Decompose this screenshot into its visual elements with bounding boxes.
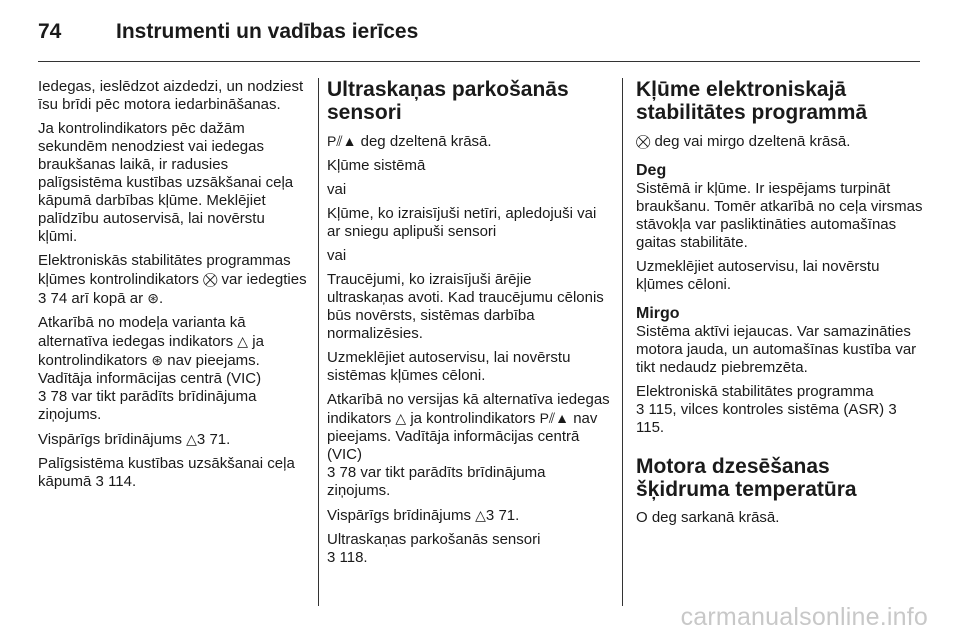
text: 115. <box>636 419 665 436</box>
column-2 <box>327 78 612 573</box>
header-rule <box>38 61 920 62</box>
text: ja kontrolindikators <box>410 410 536 427</box>
parking-sensor-icon: P⫽▲ <box>327 133 357 149</box>
reference-arrow-icon: 3 <box>327 464 336 481</box>
paragraph <box>38 430 308 449</box>
reference-arrow-icon: 3 <box>38 388 47 405</box>
paragraph <box>636 509 926 527</box>
text: . <box>158 290 164 307</box>
text: 74 arī kopā ar <box>50 290 144 307</box>
text: 78 var tikt parādīts brīdinājuma ziņojums. <box>38 388 257 423</box>
warning-triangle-icon: △ <box>475 507 486 523</box>
paragraph: Sistēmā ir kļūme. Ir iespējams turpināt braukšanu. Tomēr atkarībā no ceļa virsmas stāvokļa var pasliktināties automašīnas gaitas stabilitāte. <box>636 180 923 251</box>
paragraph <box>327 506 612 525</box>
subheading: Deg <box>636 162 667 179</box>
text: Ultraskaņas parkošanās sensori <box>327 531 541 548</box>
reference-arrow-icon: 3 <box>196 431 206 448</box>
coolant-temperature-icon: O <box>636 509 648 526</box>
paragraph <box>38 314 308 424</box>
text: nav pieejams. Vadītāja informācijas centrā (VIC) <box>38 352 262 387</box>
text: deg dzeltenā krāsā. <box>360 133 492 150</box>
text: 115, vilces kontroles sistēma (ASR) <box>648 401 885 418</box>
text: Vispārīgs brīdinājums <box>327 507 471 524</box>
paragraph <box>327 132 612 151</box>
section-heading: Motora dzesēšanas šķidruma temperatūra <box>636 455 857 501</box>
text: ja kontrolindikators <box>38 333 264 369</box>
text: var iedegties <box>221 271 307 288</box>
column-divider <box>622 78 623 606</box>
text: 78 var tikt parādīts brīdinājuma ziņojums. <box>327 464 546 499</box>
text: 71. <box>209 431 231 448</box>
paragraph <box>327 531 612 567</box>
section-heading: Ultraskaņas parkošanās sensori <box>327 78 569 124</box>
text: Vispārīgs brīdinājums <box>38 431 182 448</box>
paragraph <box>38 455 308 491</box>
warning-triangle-icon: △ <box>186 431 197 447</box>
text: Palīgsistēma kustības uzsākšanai ceļa kāpumā <box>38 455 295 490</box>
warning-triangle-icon: △ <box>395 410 407 426</box>
paragraph: Traucējumi, ko izraisījuši ārējie ultraskaņas avoti. Kad traucējumu cēlonis būs novērsts, sistēmas darbība normalizēsies. <box>327 271 604 342</box>
text: 114. <box>108 473 137 490</box>
text: deg sarkanā krāsā. <box>651 509 780 526</box>
parking-sensor-icon: P⫽▲ <box>539 410 570 426</box>
traction-control-icon: ⊛ <box>147 290 159 306</box>
column-3 <box>636 78 926 533</box>
paragraph: Kļūme, ko izraisījuši netīri, apledojuši vai ar sniegu aplipuši sensori <box>327 205 597 240</box>
text: deg vai mirgo dzeltenā krāsā. <box>654 133 851 150</box>
page-number: 74 <box>38 20 62 43</box>
paragraph <box>636 383 926 437</box>
reference-arrow-icon: 3 <box>38 290 47 307</box>
paragraph: Sistēma aktīvi iejaucas. Var samazināties motora jauda, un automašīnas kustība var tikt nedaudz piebremzēta. <box>636 323 917 376</box>
column-divider <box>318 78 319 606</box>
paragraph: Uzmeklējiet autoservisu, lai novērstu kļūmes cēloni. <box>636 258 880 293</box>
text: Atkarībā no modeļa varianta kā alternatīva iedegas indikators <box>38 314 246 350</box>
reference-arrow-icon: 3 <box>888 401 897 418</box>
text: Atkarībā no versijas kā alternatīva iedegas indikators <box>327 391 610 427</box>
section-heading: Kļūme elektroniskajā stabilitātes programmā <box>636 78 868 124</box>
paragraph: vai <box>327 181 347 198</box>
esp-warning-icon: ⛒ <box>636 133 651 149</box>
paragraph: Ja kontrolindikators pēc dažām sekundēm nenodziest vai iedegas braukšanas laikā, ir radusies palīgsistēma kustības uzsākšanai ceļa kāpumā darbības kļūme. Meklējiet palīdzību autoservisā, lai novērstu kļūmi. <box>38 120 294 245</box>
esp-warning-icon: ⛒ <box>203 271 218 287</box>
paragraph <box>38 252 308 308</box>
paragraph: Iedegas, ieslēdzot aizdedzi, un nodziest īsu brīdi pēc motora iedarbināšanas. <box>38 78 304 113</box>
page-header <box>38 20 920 50</box>
text: Elektroniskās stabilitātes programmas kļūmes kontrolindikators <box>38 252 291 288</box>
text: 71. <box>498 507 520 524</box>
reference-arrow-icon: 3 <box>636 401 645 418</box>
traction-control-icon: ⊛ <box>151 352 164 368</box>
watermark: carmanualsonline.info <box>680 603 928 631</box>
paragraph <box>327 391 612 500</box>
page-title: Instrumenti un vadības ierīces <box>116 20 419 43</box>
text: 118. <box>339 549 368 566</box>
subheading: Mirgo <box>636 305 680 322</box>
paragraph: Uzmeklējiet autoservisu, lai novērstu sistēmas kļūmes cēloni. <box>327 349 571 384</box>
reference-arrow-icon: 3 <box>327 549 336 566</box>
warning-triangle-icon: △ <box>237 333 249 349</box>
text: Elektroniskā stabilitātes programma <box>636 383 874 400</box>
paragraph: Kļūme sistēmā <box>327 157 426 174</box>
text: nav pieejams. Vadītāja informācijas centrā (VIC) <box>327 410 598 463</box>
column-1 <box>38 78 308 497</box>
paragraph: vai <box>327 247 347 264</box>
reference-arrow-icon: 3 <box>485 507 495 524</box>
paragraph <box>636 132 926 151</box>
reference-arrow-icon: 3 <box>95 473 104 490</box>
